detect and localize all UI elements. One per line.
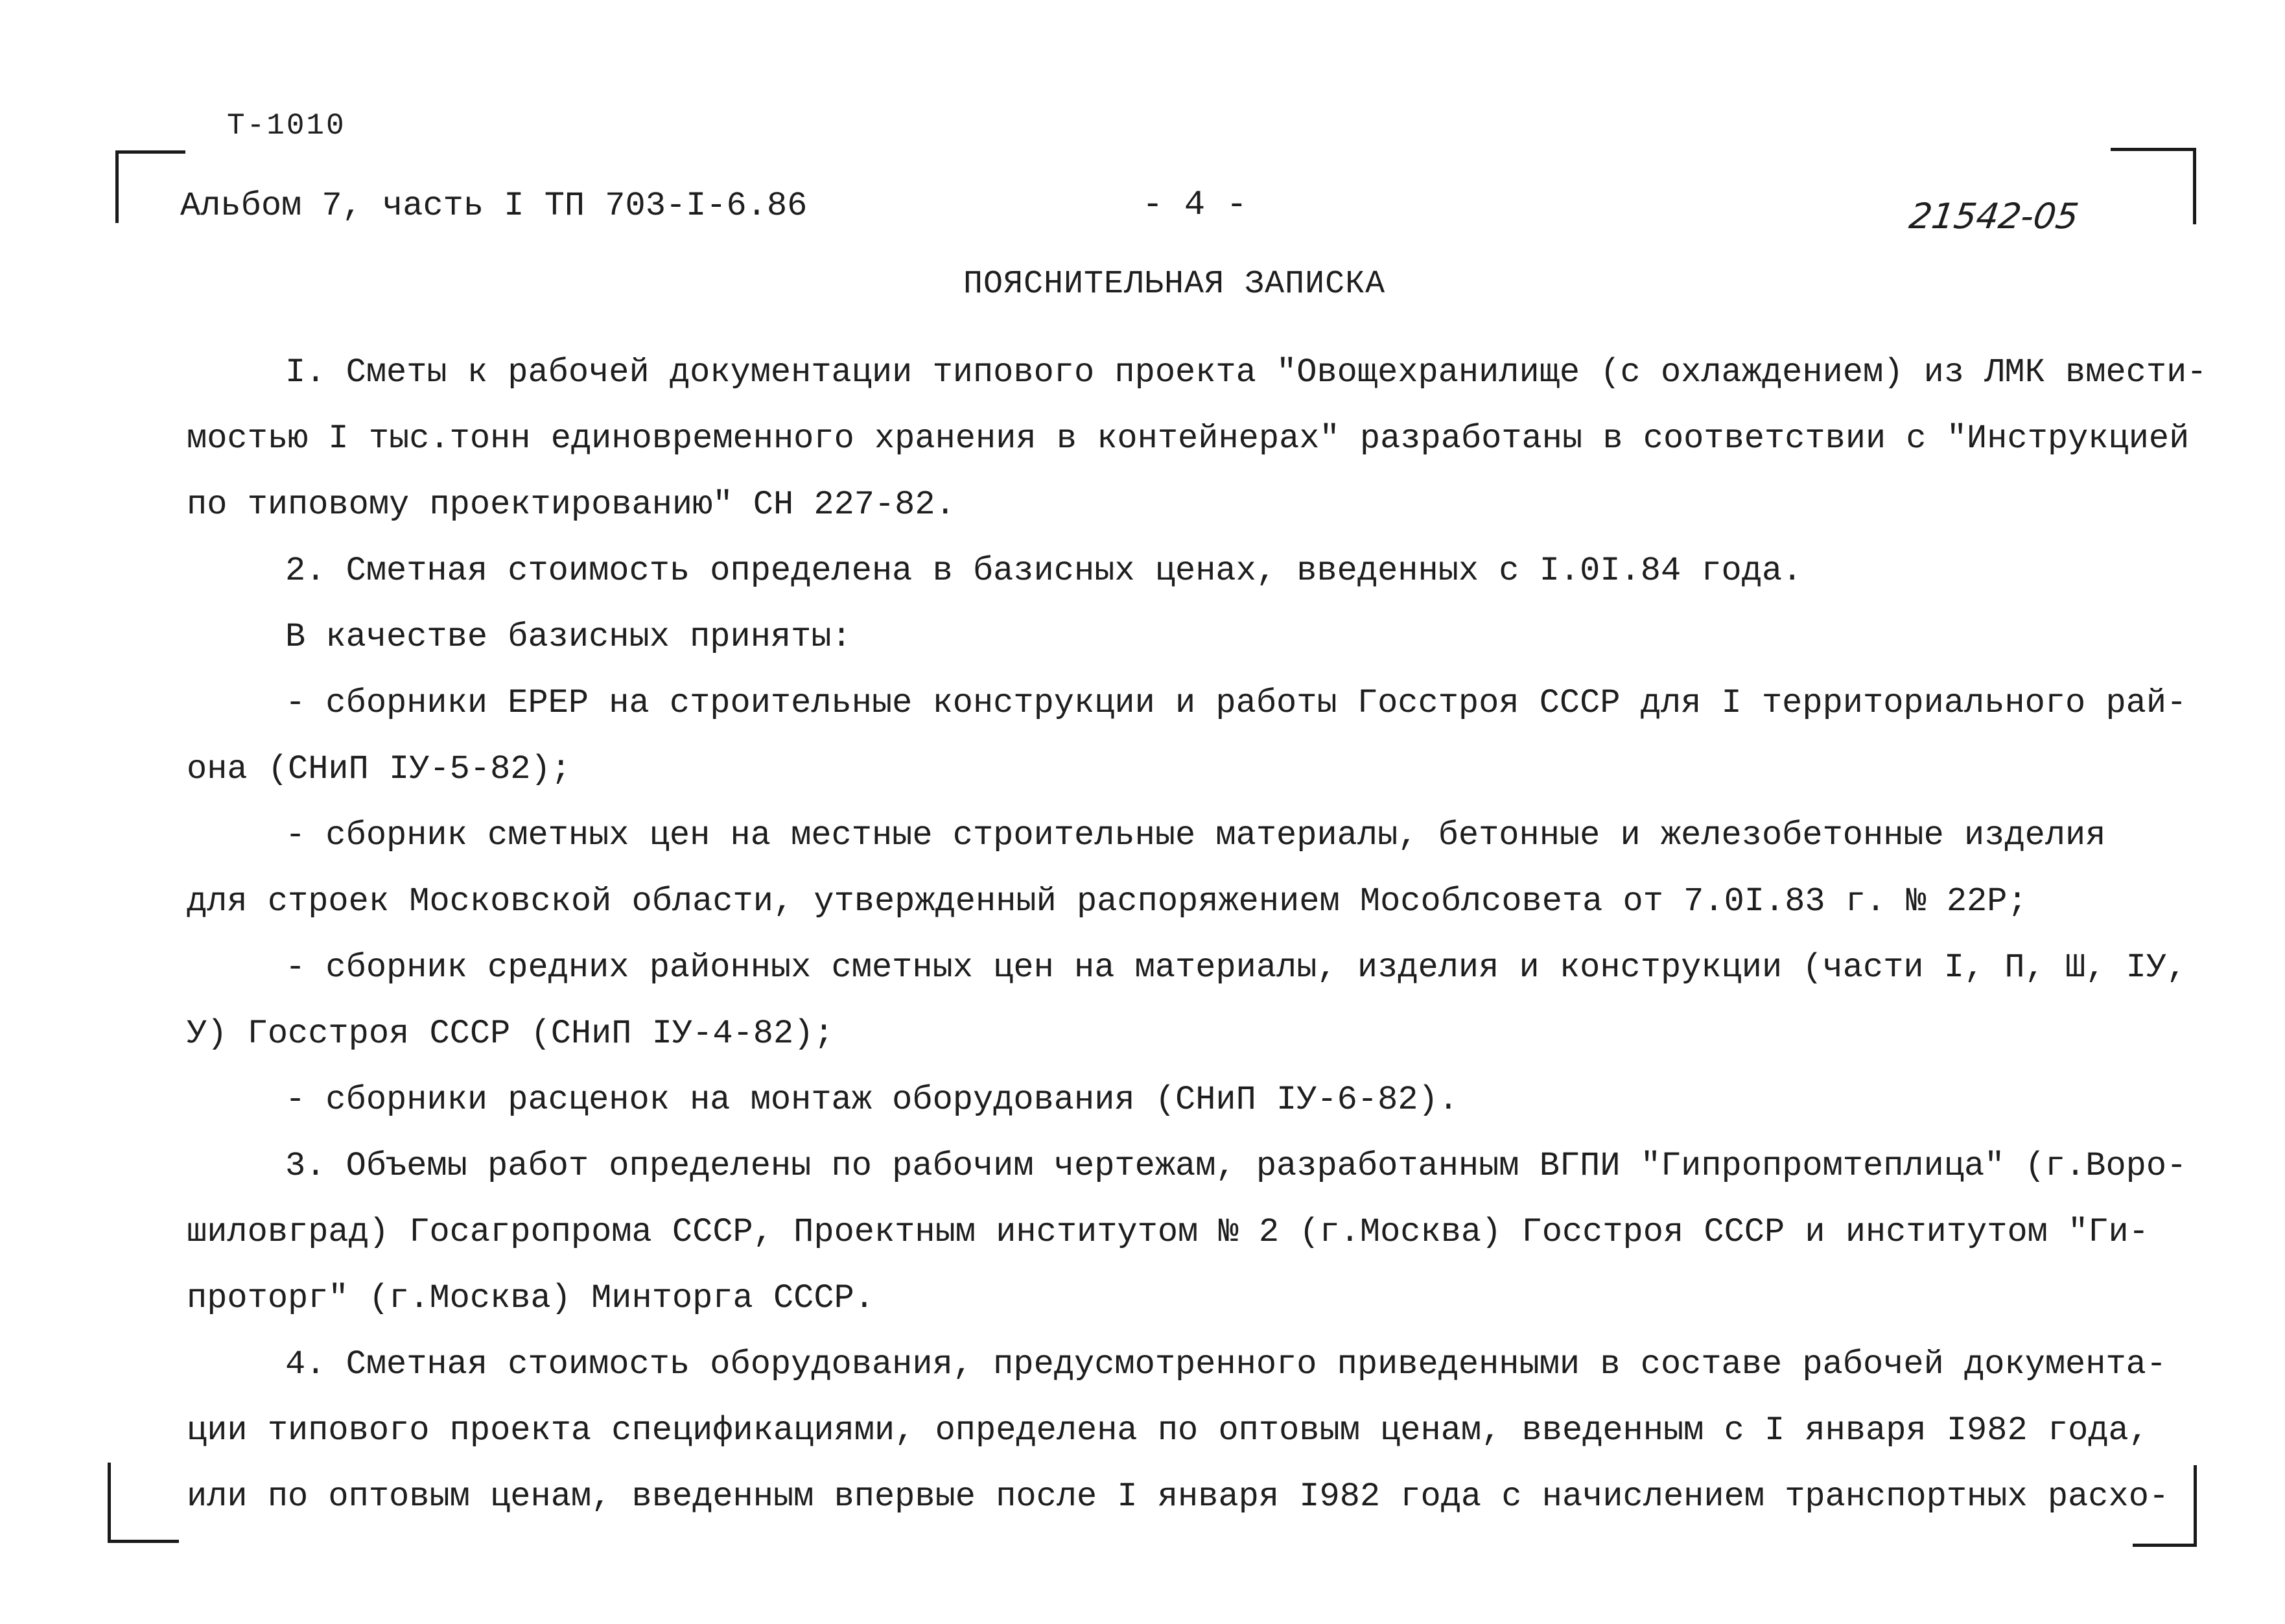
text-line: В качестве базисных приняты: (285, 618, 852, 656)
frame-corner-top-left (115, 150, 119, 223)
frame-corner-top-right (2111, 148, 2196, 151)
text-line: У) Госстроя СССР (СНиП IУ-4-82); (187, 1015, 834, 1053)
frame-corner-bottom-right (2194, 1465, 2197, 1547)
text-line: I. Сметы к рабочей документации типового проекта "Овощехранилище (с охлаждением) из ЛМК вмести- (285, 353, 2207, 392)
page-title: ПОЯСНИТЕЛЬНАЯ ЗАПИСКА (963, 266, 1386, 303)
text-line: или по оптовым ценам, введенным впервые после I января I982 года с начислением транспортных расхо- (187, 1477, 2170, 1516)
text-line: 4. Сметная стоимость оборудования, предусмотренного приведенными в составе рабочей документа- (285, 1345, 2167, 1383)
text-line: проторг" (г.Москва) Минторга СССР. (187, 1279, 874, 1317)
registration-number: 21542-05 (1906, 196, 2081, 237)
frame-corner-bottom-left (108, 1463, 111, 1543)
text-line: ции типового проекта спецификациями, определена по оптовым ценам, введенным с I января I982 года, (187, 1411, 2149, 1450)
text-line: 3. Объемы работ определены по рабочим чертежам, разработанным ВГПИ "Гипропромтеплица" (г.Воро- (285, 1147, 2187, 1185)
text-line: 2. Сметная стоимость определена в базисных ценах, введенных с I.0I.84 года. (285, 552, 1803, 590)
text-line: она (СНиП IУ-5-82); (187, 750, 571, 788)
text-line: мостью I тыс.тонн единовременного хранения в контейнерах" разработаны в соответствии с "Инструкцией (187, 419, 2190, 458)
frame-corner-bottom-left (108, 1540, 179, 1543)
frame-corner-bottom-right (2133, 1544, 2197, 1547)
text-line: для строек Московской области, утвержденный распоряжением Мособлсовета от 7.0I.83 г. № 22Р; (187, 882, 2028, 921)
text-line: - сборники ЕРЕР на строительные конструкции и работы Госстроя СССР для I территориального рай- (285, 684, 2187, 722)
page-number: - 4 - (1142, 185, 1248, 225)
frame-corner-top-right (2193, 148, 2196, 224)
album-reference: Альбом 7, часть I ТП 703-I-6.86 (180, 187, 808, 225)
text-line: по типовому проектированию" СН 227-82. (187, 486, 955, 524)
text-line: шиловград) Госагропрома СССР, Проектным институтом № 2 (г.Москва) Госстроя СССР и институтом "Ги- (187, 1213, 2149, 1251)
text-line: - сборник средних районных сметных цен на материалы, изделия и конструкции (части I, П, Ш, IУ, (285, 948, 2187, 987)
text-line: - сборник сметных цен на местные строительные материалы, бетонные и железобетонные изделия (285, 816, 2106, 854)
document-code: Т-1010 (227, 109, 346, 143)
frame-corner-top-left (115, 150, 185, 154)
text-line: - сборники расценок на монтаж оборудования (СНиП IУ-6-82). (285, 1081, 1459, 1119)
